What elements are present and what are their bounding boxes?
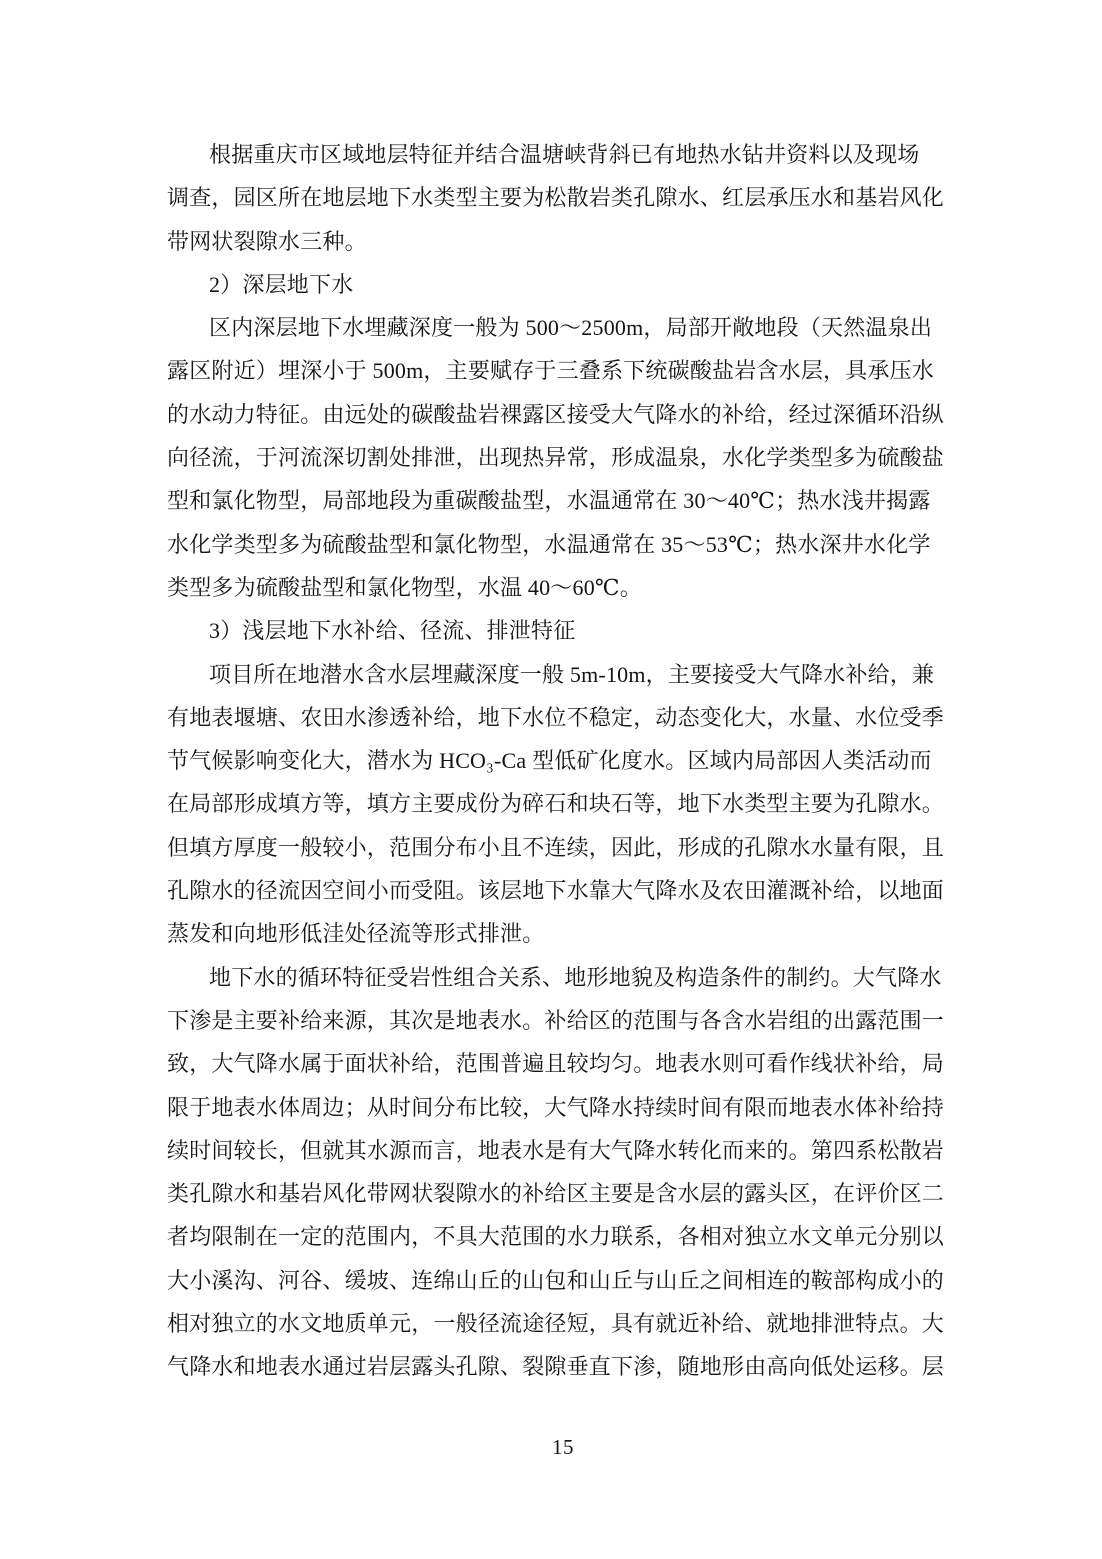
text-line: 有地表堰塘、农田水渗透补给，地下水位不稳定，动态变化大，水量、水位受季 [167,704,945,730]
text-line: 但填方厚度一般较小，范围分布小且不连续，因此，形成的孔隙水水量有限，且 [167,834,945,860]
text-line: 在局部形成填方等，填方主要成份为碎石和块石等，地下水类型主要为孔隙水。 [167,791,945,817]
text-line: 露区附近）埋深小于 500m，主要赋存于三叠系下统碳酸盐岩含水层，具承压水 [167,358,935,384]
text-line: 3）浅层地下水补给、径流、排泄特征 [209,618,576,644]
text-line: 蒸发和向地形低洼处径流等形式排泄。 [167,921,545,947]
text-line: 大小溪沟、河谷、缓坡、连绵山丘的山包和山丘与山丘之间相连的鞍部构成小的 [167,1267,945,1293]
text-line: 区内深层地下水埋藏深度一般为 500～2500m，局部开敞地段（天然温泉出 [209,315,933,341]
text-line: 相对独立的水文地质单元，一般径流途径短，具有就近补给、就地排泄特点。大 [167,1311,945,1337]
text-line: 下渗是主要补给来源，其次是地表水。补给区的范围与各含水岩组的出露范围一 [167,1007,945,1033]
text-line: 调查，园区所在地层地下水类型主要为松散岩类孔隙水、红层承压水和基岩风化 [167,185,945,211]
text-line: 续时间较长，但就其水源而言，地表水是有大气降水转化而来的。第四系松散岩 [167,1137,945,1163]
text-line: 型和氯化物型，局部地段为重碳酸盐型，水温通常在 30～40℃；热水浅井揭露 [167,488,931,514]
text-line: 2）深层地下水 [209,271,354,297]
text-line: 项目所在地潜水含水层埋藏深度一般 5m-10m，主要接受大气降水补给，兼 [209,661,935,687]
text-block [167,133,959,1389]
text-line: 水化学类型多为硫酸盐型和氯化物型，水温通常在 35～53℃；热水深井水化学 [167,531,931,557]
text-line: 气降水和地表水通过岩层露头孔隙、裂隙垂直下渗，随地形由高向低处运移。层 [167,1354,945,1380]
text-line: 带网状裂隙水三种。 [167,228,367,254]
text-line: 节气候影响变化大，潜水为 HCO₃-Ca 型低矿化度水。区域内局部因人类活动而 [167,748,932,774]
text-line: 限于地表水体周边；从时间分布比较，大气降水持续时间有限而地表水体补给持 [167,1094,945,1120]
text-line: 者均限制在一定的范围内，不具大范围的水力联系，各相对独立水文单元分别以 [167,1224,945,1250]
text-line: 孔隙水的径流因空间小而受阻。该层地下水靠大气降水及农田灌溉补给，以地面 [167,878,945,904]
text-line: 类型多为硫酸盐型和氯化物型，水温 40～60℃。 [167,574,642,600]
text-line: 类孔隙水和基岩风化带网状裂隙水的补给区主要是含水层的露头区，在评价区二 [167,1181,945,1207]
text-line: 地下水的循环特征受岩性组合关系、地形地貌及构造条件的制约。大气降水 [209,964,942,990]
text-line: 的水动力特征。由远处的碳酸盐岩裸露区接受大气降水的补给，经过深循环沿纵 [167,401,945,427]
text-line: 致，大气降水属于面状补给，范围普遍且较均匀。地表水则可看作线状补给，局 [167,1051,945,1077]
text-line: 根据重庆市区域地层特征并结合温塘峡背斜已有地热水钻井资料以及现场 [209,142,920,167]
text-line: 向径流，于河流深切割处排泄，出现热异常，形成温泉，水化学类型多为硫酸盐 [167,445,945,471]
page-number: 15 [552,1435,574,1459]
